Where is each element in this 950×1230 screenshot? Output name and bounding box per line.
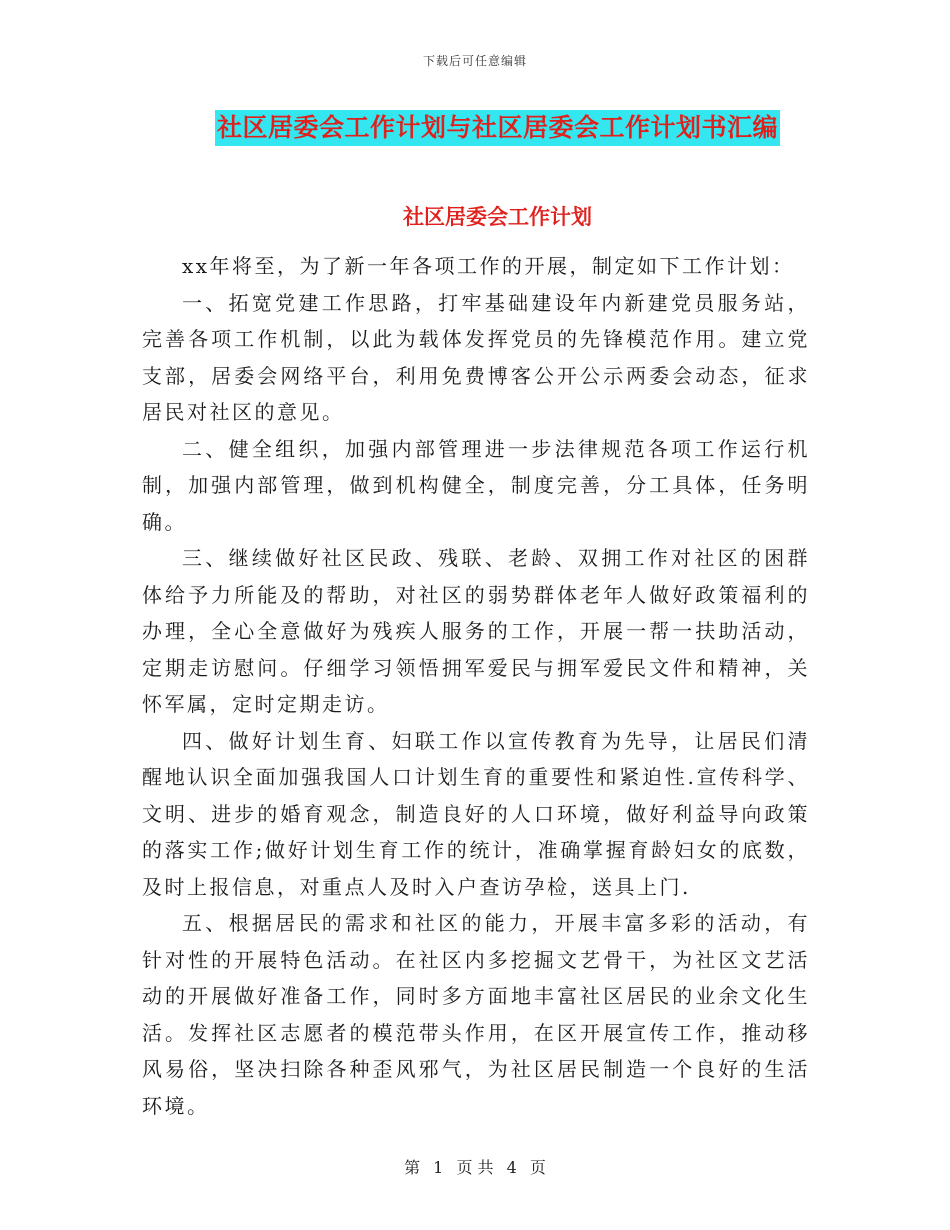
paragraph-item-1: 一、拓宽党建工作思路，打牢基础建设年内新建党员服务站，完善各项工作机制，以此为载体发挥党员的先锋模范作用。建立党支部，居委会网络平台，利用免费博客公开公示两委会动态，征求居民对社区的意见。: [142, 290, 810, 424]
section-title: 社区居委会工作计划: [403, 204, 592, 229]
document-title-wrap: [0, 110, 950, 146]
footer-total-pages: 4: [506, 1158, 517, 1177]
paragraph-item-3: 三、继续做好社区民政、残联、老龄、双拥工作对社区的困群体给予力所能及的帮助，对社区的弱势群体老年人做好政策福利的办理，全心全意做好为残疾人服务的工作，开展一帮一扶助活动，定期走访慰问。仔细学习领悟拥军爱民与拥军爱民文件和精神，关怀军属，定时定期走访。: [142, 546, 810, 716]
document-body: [142, 248, 810, 1124]
paragraph-intro: xx年将至，为了新一年各项工作的开展，制定如下工作计划：: [182, 254, 795, 278]
footer-suffix: 页: [529, 1158, 546, 1177]
page-footer: [0, 1155, 950, 1178]
footer-prefix: 第: [404, 1158, 421, 1177]
footer-middle: 页 共: [456, 1158, 494, 1177]
paragraph-item-5: 五、根据居民的需求和社区的能力，开展丰富多彩的活动，有针对性的开展特色活动。在社区内多挖掘文艺骨干，为社区文艺活动的开展做好准备工作，同时多方面地丰富社区居民的业余文化生活。发挥社区志愿者的模范带头作用，在区开展宣传工作，推动移风易俗，坚决扫除各种歪风邪气，为社区居民制造一个良好的生活环境。: [142, 911, 810, 1118]
footer-page-number: 1: [433, 1158, 444, 1177]
header-note: 下载后可任意编辑: [422, 54, 527, 68]
paragraph-item-2: 二、健全组织，加强内部管理进一步法律规范各项工作运行机制，加强内部管理，做到机构健全，制度完善，分工具体，任务明确。: [142, 436, 810, 534]
document-title: 社区居委会工作计划与社区居委会工作计划书汇编: [215, 110, 780, 146]
paragraph-item-4: 四、做好计划生育、妇联工作以宣传教育为先导，让居民们清醒地认识全面加强我国人口计划生育的重要性和紧迫性.宣传科学、文明、进步的婚育观念，制造良好的人口环境，做好利益导向政策的落实工作;做好计划生育工作的统计，准确掌握育龄妇女的底数，及时上报信息，对重点人及时入户查访孕检，送具上门.: [142, 728, 810, 899]
